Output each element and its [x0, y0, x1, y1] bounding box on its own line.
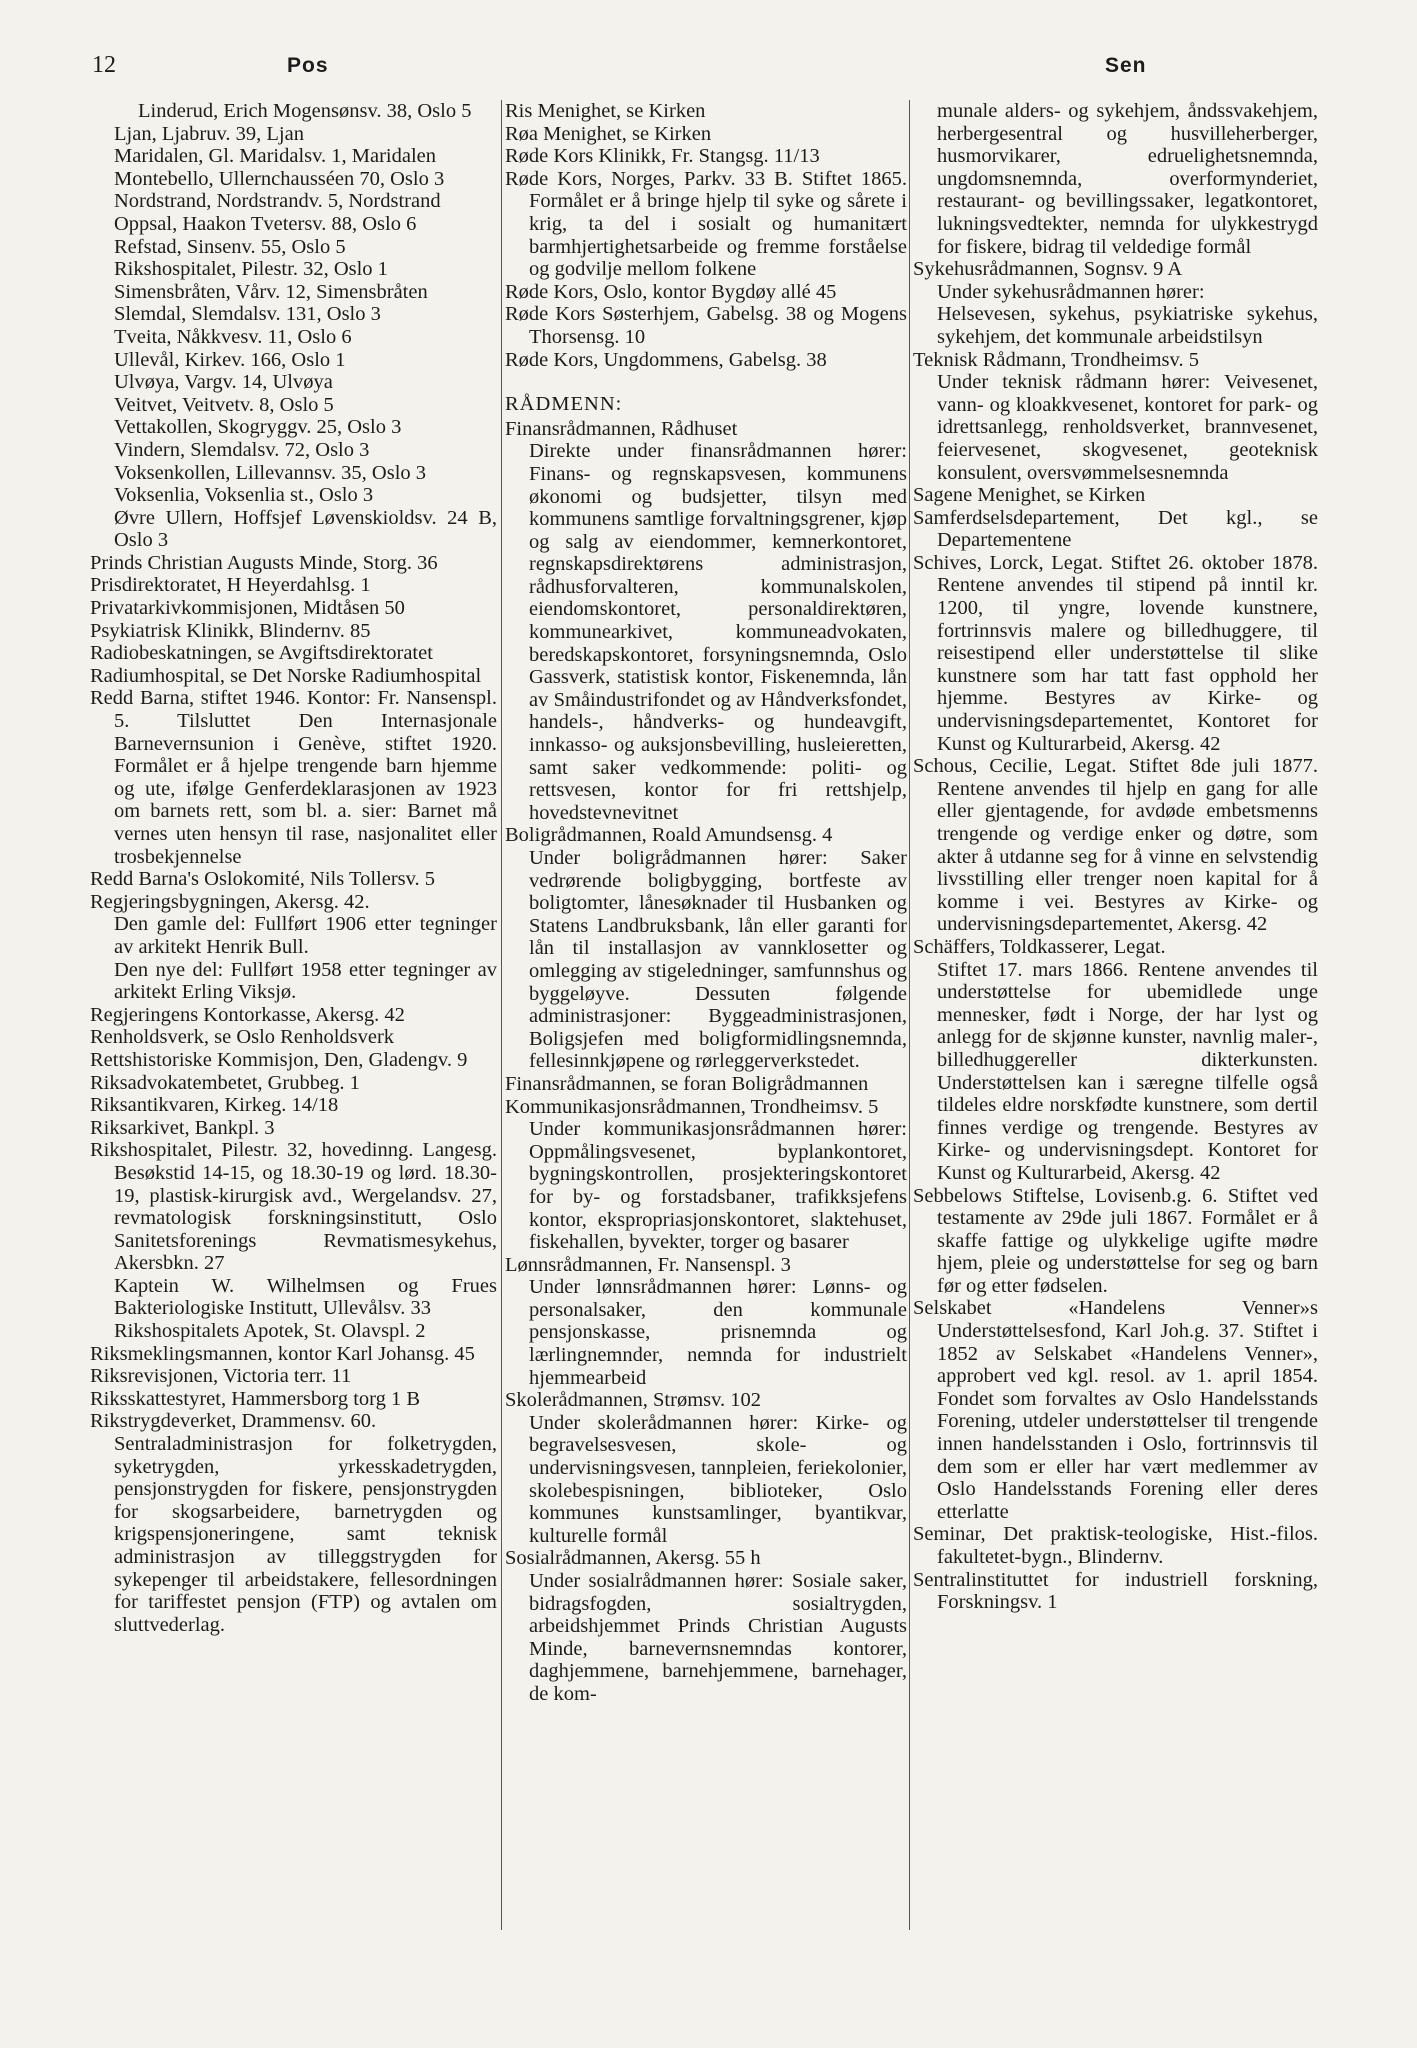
directory-entry: Riksarkivet, Bankpl. 3: [90, 1116, 275, 1139]
directory-entry: Sentraladministrasjon for folketrygden, syketrygden, yrkesskadetrygden, pensjonstrygden for fiskere, pensjonstrygden for skogsarbeidere, barnetrygden og krigspensjoneringene, samt teknisk administrasjon av tilleggstrygden for sykepenger til arbeidstakere, fellesordningen for tariffestet pensjon (FTP) og avtalen om sluttvederlag.: [114, 1433, 497, 1636]
directory-entry: Simensbråten, Vårv. 12, Simensbråten: [114, 280, 428, 303]
directory-entry: Røa Menighet, se Kirken: [505, 122, 712, 145]
directory-entry: Renholdsverk, se Oslo Renholdsverk: [90, 1026, 395, 1049]
directory-entry: Riksmeklingsmannen, kontor Karl Johansg. 45: [90, 1342, 475, 1365]
directory-entry: Riksrevisjonen, Victoria terr. 11: [90, 1365, 352, 1388]
directory-entry: Voksenlia, Voksenlia st., Oslo 3: [114, 484, 374, 507]
directory-entry: Oppsal, Haakon Tvetersv. 88, Oslo 6: [114, 212, 417, 235]
directory-entry: Ulvøya, Vargv. 14, Ulvøya: [114, 371, 333, 394]
directory-entry: Psykiatrisk Klinikk, Blindernv. 85: [90, 619, 371, 642]
column-middle: [505, 100, 907, 1706]
directory-entry: Refstad, Sinsenv. 55, Oslo 5: [114, 235, 346, 258]
directory-entry: Schives, Lorck, Legat. Stiftet 26. oktober 1878. Rentene anvendes til stipend på inntil kr. 1200, til yngre, lovende kunstnere, fortrinnsvis malere og billedhuggere, til reisestipend eller understøttelse til slike kunstnere som har tatt fast opphold her hjemme. Bestyres av Kirke- og undervisningsdepartementet, Kontoret for Kunst og Kulturarbeid, Akersg. 42: [913, 551, 1318, 755]
page-header: [0, 52, 1417, 92]
directory-entry: Ullevål, Kirkev. 166, Oslo 1: [114, 348, 346, 371]
directory-entry: Sosialrådmannen, Akersg. 55 h: [505, 1547, 761, 1570]
directory-entry: Sebbelows Stiftelse, Lovisenb.g. 6. Stiftet ved testamente av 29de juli 1867. Formålet er å skaffe fattige og ulykkelige ugifte mødre hjem, pleie og understøttelse for seg og barn før og etter fødselen.: [913, 1184, 1318, 1297]
directory-entry: Montebello, Ullernchausséen 70, Oslo 3: [114, 167, 445, 190]
directory-entry: Slemdal, Slemdalsv. 131, Oslo 3: [114, 303, 381, 326]
directory-entry: Sagene Menighet, se Kirken: [913, 484, 1146, 507]
directory-entry: Riksantikvaren, Kirkeg. 14/18: [90, 1094, 339, 1117]
directory-entry: Privatarkivkommisjonen, Midtåsen 50: [90, 597, 405, 620]
directory-entry: Finansrådmannen, Rådhuset: [505, 417, 738, 440]
directory-entry: Vettakollen, Skogryggv. 25, Oslo 3: [114, 416, 402, 439]
directory-entry: Rikstrygdeverket, Drammensv. 60.: [90, 1410, 377, 1433]
running-head-right: Sen: [1105, 54, 1147, 77]
column-right: [913, 100, 1318, 1614]
column-divider: [501, 100, 502, 1930]
directory-entry: Under sosialrådmannen hører: Sosiale saker, bidragsfogden, sosialtrygden, arbeidshjemmet Prinds Christian Augusts Minde, barnevernsnemndas kontorer, daghjemmene, barnehjemmene, barnehager, de kom-: [529, 1570, 907, 1705]
directory-entry: Radiumhospital, se Det Norske Radiumhospital: [90, 664, 482, 687]
directory-entry: Kommunikasjonsrådmannen, Trondheimsv. 5: [505, 1095, 879, 1118]
directory-entry: Under kommunikasjonsrådmannen hører: Oppmålingsvesenet, byplankontoret, bygningskontrollen, prosjekteringskontoret for by- og forstadsbaner, trafikksjefens kontor, ekspropriasjonskontoret, slaktehuset, fiskehallen, byvekter, torger og basarer: [529, 1118, 907, 1254]
directory-entry: Øvre Ullern, Hoffsjef Løvenskioldsv. 24 B, Oslo 3: [114, 506, 497, 552]
directory-entry: Riksskattestyret, Hammersborg torg 1 B: [90, 1387, 421, 1410]
directory-entry: Riksadvokatembetet, Grubbeg. 1: [90, 1071, 360, 1094]
directory-entry: Rikshospitalet, Pilestr. 32, Oslo 1: [114, 258, 388, 281]
directory-entry: Helsevesen, sykehus, psykiatriske sykehus, sykehjem, det kommunale arbeidstilsyn: [937, 303, 1318, 348]
directory-entry: Under boligrådmannen hører: Saker vedrørende boligbygging, bortfeste av boligtomter, lånesøknader til Husbanken og Statens Landbruksbank, lån eller garanti for lån til installasjon av vannklosetter og omlegging av stigeledninger, samfunnshus og byggeløyve. Dessuten følgende administrasjoner: Byggeadministrasjonen, Boligsjefen med boligformidlingsnemnda, fellesinnkjøpene og rørleggerverkstedet.: [529, 847, 907, 1073]
directory-entry: Under skolerådmannen hører: Kirke- og begravelsesvesen, skole- og undervisningsvesen, tannpleien, feriekolonier, skolebespisningen, biblioteker, Oslo kommunes kunstsamlinger, byantikvar, kulturelle formål: [529, 1411, 907, 1547]
directory-entry: Rettshistoriske Kommisjon, Den, Gladengv. 9: [90, 1048, 468, 1071]
section-heading: RÅDMENN:: [505, 393, 623, 416]
directory-entry: Under lønnsrådmannen hører: Lønns- og personalsaker, den kommunale pensjonskasse, prisnemnda og lærlingnemnder, nemnda for industrielt hjemmearbeid: [529, 1276, 907, 1389]
directory-entry: Kaptein W. Wilhelmsen og Frues Bakteriologiske Institutt, Ullevålsv. 33: [114, 1274, 497, 1320]
directory-entry: Røde Kors, Norges, Parkv. 33 B. Stiftet 1865. Formålet er å bringe hjelp til syke og sårete i krig, ta del i sosialt og humanitært barmhjertighetsarbeide og fremme forståelse og godvilje mellom folkene: [505, 167, 907, 281]
directory-entry: Lønnsrådmannen, Fr. Nansenspl. 3: [505, 1253, 791, 1276]
directory-entry: Maridalen, Gl. Maridalsv. 1, Maridalen: [114, 145, 437, 168]
directory-entry: Røde Kors Klinikk, Fr. Stangsg. 11/13: [505, 145, 820, 168]
directory-entry: Seminar, Det praktisk-teologiske, Hist.-filos. fakultetet-bygn., Blindernv.: [913, 1523, 1318, 1568]
directory-entry: Finansrådmannen, se foran Boligrådmannen: [505, 1072, 869, 1095]
directory-entry: Røde Kors Søsterhjem, Gabelsg. 38 og Mogens Thorsensg. 10: [505, 303, 907, 348]
directory-entry: Radiobeskatningen, se Avgiftsdirektoratet: [90, 642, 433, 665]
directory-entry: Den gamle del: Fullført 1906 etter tegninger av arkitekt Henrik Bull.: [114, 913, 497, 958]
directory-entry: Skolerådmannen, Strømsv. 102: [505, 1389, 762, 1412]
directory-entry: Redd Barna, stiftet 1946. Kontor: Fr. Nansenspl. 5. Tilsluttet Den Internasjonale Barnevernsunion i Genève, stiftet 1920. Formålet er å hjelpe trengende barn hjemme og ute, ifølge Genferdeklarasjonen av 1923 om barnets rett, som bl. a. sier: Barnet må vernes uten hensyn til rase, nasjonalitet eller trosbekjennelse: [90, 687, 497, 868]
directory-entry: Linderud, Erich Mogensønsv. 38, Oslo 5: [138, 100, 472, 122]
directory-entry: Den nye del: Fullført 1958 etter tegninger av arkitekt Erling Viksjø.: [114, 958, 497, 1004]
directory-entry: Røde Kors, Ungdommens, Gabelsg. 38: [505, 348, 827, 371]
directory-entry: Under teknisk rådmann hører: Veivesenet, vann- og kloakkvesenet, kontoret for park- og idrettsanlegg, renholdsverket, brannvesenet, feiervesenet, skogvesenet, geoteknisk konsulent, oversvømmelsesnemnda: [937, 371, 1318, 484]
directory-entry: Redd Barna's Oslokomité, Nils Tollersv. 5: [90, 868, 436, 891]
directory-entry: Vindern, Slemdalsv. 72, Oslo 3: [114, 438, 370, 461]
directory-entry: Nordstrand, Nordstrandv. 5, Nordstrand: [114, 190, 441, 213]
directory-entry: Stiftet 17. mars 1866. Rentene anvendes til understøttelse for ubemidlede unge mennesker, født i Norge, der har lyst og anlegg for de skjønne kunster, navnlig maler-, billedhuggereller dikterkunsten. Understøttelsen kan i særegne tilfelle også tildeles eldre norskfødte kunstnere, som dertil finnes verdige og trengende. Bestyres av Kirke- og undervisningsdept. Kontoret for Kunst og Kulturarbeid, Akersg. 42: [937, 958, 1318, 1184]
directory-entry: Prisdirektoratet, H Heyerdahlsg. 1: [90, 574, 371, 597]
directory-entry: Selskabet «Handelens Venner»s Understøttelsesfond, Karl Joh.g. 37. Stiftet i 1852 av Selskabet «Handelens Venner», approbert ved kgl. resol. av 1. april 1854. Fondet som forvaltes av Oslo Handelsstands Forening, utdeler understøttelser til trengende innen handelsstanden i Oslo, fortrinnsvis til dem som er eller har vært medlemmer av Oslo Handelsstands Forening eller deres etterlatte: [913, 1297, 1318, 1523]
directory-entry: Tveita, Nåkkvesv. 11, Oslo 6: [114, 325, 352, 348]
directory-entry: Ris Menighet, se Kirken: [505, 100, 706, 122]
directory-entry: Rikshospitalet, Pilestr. 32, hovedinng. Langesg. Besøkstid 14-15, og 18.30-19 og lørd. 18.30-19, plastisk-kirurgisk avd., Wergelandsv. 27, revmatologisk forskningsinstitutt, Oslo Sanitetsforenings Revmatismesykehus, Akersbkn. 27: [90, 1139, 497, 1275]
directory-entry: Regjeringsbygningen, Akersg. 42.: [90, 890, 370, 913]
column-divider: [909, 100, 910, 1930]
directory-entry: Under sykehusrådmannen hører:: [937, 280, 1205, 303]
directory-entry: Voksenkollen, Lillevannsv. 35, Oslo 3: [114, 461, 427, 484]
directory-entry: Ljan, Ljabruv. 39, Ljan: [114, 122, 304, 145]
directory-entry: Sykehusrådmannen, Sognsv. 9 A: [913, 258, 1183, 281]
directory-entry: Schäffers, Toldkasserer, Legat.: [913, 935, 1166, 958]
directory-entry: Direkte under finansrådmannen hører: Finans- og regnskapsvesen, kommunens økonomi og budsjetter, tilsyn med kommunens samtlige forvaltningsgrener, kjøp og salg av eiendommer, kemnerkontoret, regnskapsdirektørens administrasjon, rådhusforvalteren, kommunalskolen, eiendomskontoret, personaldirektøren, kommunearkivet, kommuneadvokaten, beredskapskontoret, forsyningsnemnda, Oslo Gassverk, statistisk kontor, Fiskenemnda, lån av Småindustrifondet og av Håndverksfondet, handels-, håndverks- og hundeavgift, innkasso- og auksjonsbevilling, husleieretten, samt saker vedkommende: politi- og rettsvesen, kontor for fri rettshjelp, hovedstevnevitnet: [529, 440, 907, 824]
directory-entry: Boligrådmannen, Roald Amundsensg. 4: [505, 824, 833, 847]
directory-entry: munale alders- og sykehjem, åndssvakehjem, herbergesentral og husvilleherberger, husmorvikarer, edruelighetsnemnda, ungdomsnemnda, overformynderiet, restaurant- og bevillingssaker, legatkontoret, lukningsvedtekter, nemnda for ulykkestrygd for fiskere, bidrag til veldedige formål: [937, 100, 1318, 258]
directory-entry: Samferdselsdepartement, Det kgl., se Departementene: [913, 506, 1318, 552]
directory-entry: Rikshospitalets Apotek, St. Olavspl. 2: [114, 1320, 426, 1343]
directory-entry: Sentralinstituttet for industriell forskning, Forskningsv. 1: [913, 1568, 1318, 1614]
directory-entry: Schous, Cecilie, Legat. Stiftet 8de juli 1877. Rentene anvendes til hjelp en gang for alle eller gjentagende, for avdøde embetsmenns trengende og verdige enker og døtre, som akter å utdanne seg for å vinne en selvstendig livsstilling eller trenger noen kapital for å komme i vei. Bestyres av Kirke- og undervisningsdepartementet, Akersg. 42: [913, 755, 1318, 936]
directory-entry: Veitvet, Veitvetv. 8, Oslo 5: [114, 393, 334, 416]
directory-entry: Regjeringens Kontorkasse, Akersg. 42: [90, 1003, 405, 1026]
directory-entry: Røde Kors, Oslo, kontor Bygdøy allé 45: [505, 280, 837, 303]
directory-entry: Prinds Christian Augusts Minde, Storg. 36: [90, 551, 438, 574]
directory-entry: Teknisk Rådmann, Trondheimsv. 5: [913, 348, 1199, 371]
page-number: 12: [92, 52, 116, 78]
running-head-left: Pos: [287, 54, 329, 77]
column-left: [90, 100, 497, 1636]
